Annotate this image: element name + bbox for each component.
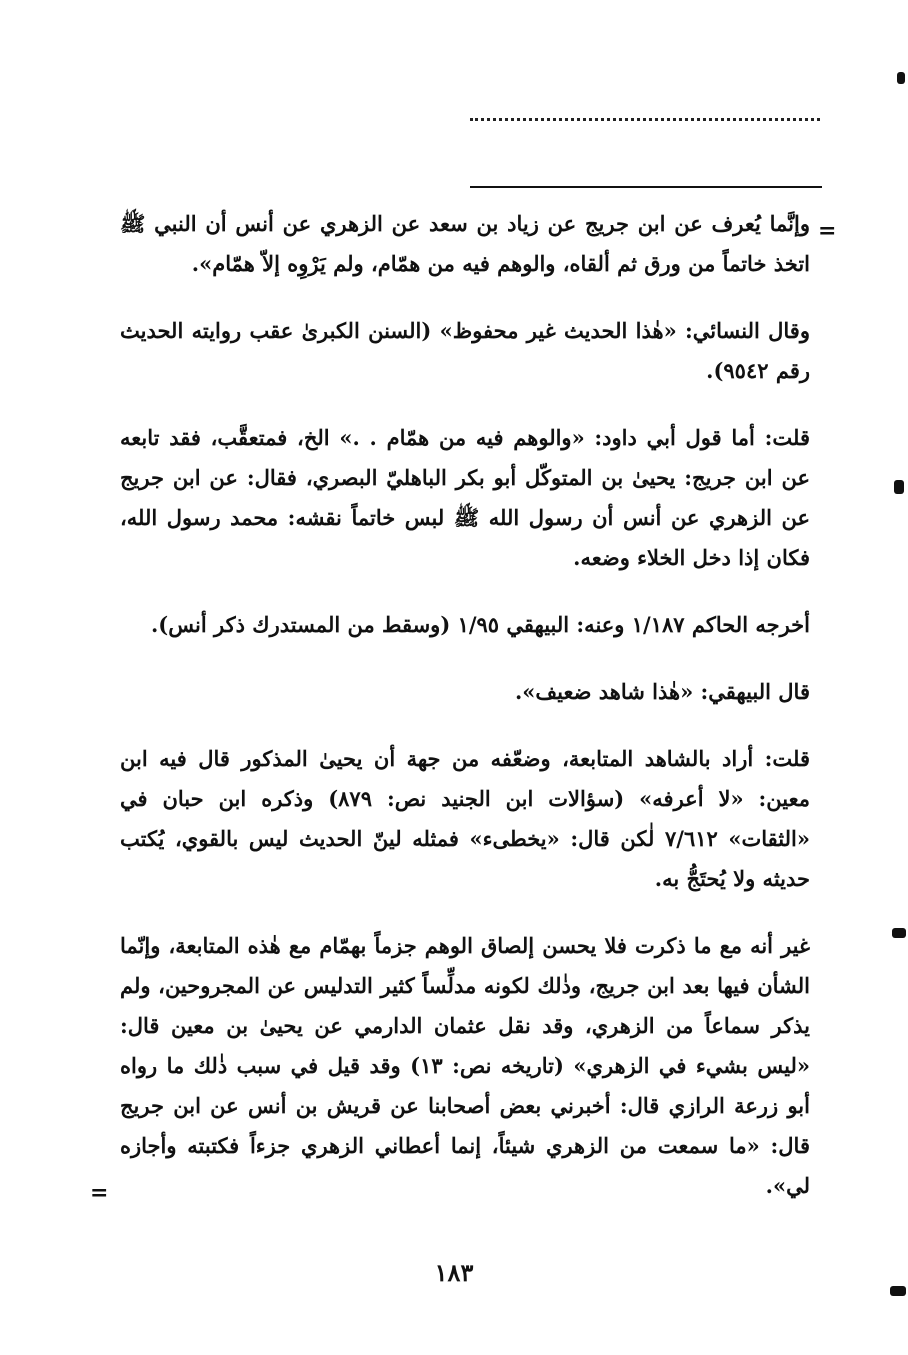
- scan-artifact: [892, 928, 906, 938]
- paragraph: قلت: أراد بالشاهد المتابعة، وضعّفه من جهة أن يحيىٰ المذكور قال فيه ابن معين: «لا أعرفه» (سؤالات ابن الجنيد نص: ٨٧٩) وذكره ابن حبان في «الثقات» ٧/٦١٢ لٰكن قال: «يخطىء» فمثله لينّ الحديث ليس بالقوي، يُكتب حديثه ولا يُحتَجُّ به.: [120, 746, 811, 891]
- paragraph: قال البيهقي: «هٰذا شاهد ضعيف».: [514, 679, 810, 704]
- paragraph: قلت: أما قول أبي داود: «والوهم فيه من همّام . .» الخ، فمتعقَّب، فقد تابعه عن ابن جريج: يحيىٰ بن المتوكّل أبو بكر الباهليّ البصري، فقال: عن ابن جريج عن الزهري عن أنس أن رسول الله ﷺ لبس خاتماً نقشه: محمد رسول الله، فكان إذا دخل الخلاء وضعه.: [120, 425, 810, 570]
- paragraph: غير أنه مع ما ذكرت فلا يحسن إلصاق الوهم جزماً بهمّام مع هٰذه المتابعة، وإنّما الشأن فيها بعد ابن جريج، وذٰلك لكونه مدلِّساً كثير التدليس عن المجروحين، ولم يذكر سماعاً من الزهري، وقد نقل عثمان الدارمي عن يحيىٰ بن معين قال: «ليس بشيء في الزهري» (تاريخه نص: ١٣) وقد قيل في سبب ذٰلك ما رواه أبو زرعة الرازي قال: أخبرني بعض أصحابنا عن قريش بن أنس عن ابن جريج قال: «ما سمعت من الزهري شيئاً، إنما أعطاني الزهري جزءاً فكتبته وأجازه لي».: [120, 933, 810, 1198]
- footnote-separator-rule: [470, 186, 822, 188]
- paragraph: وإنَّما يُعرف عن ابن جريج عن زياد بن سعد عن الزهري عن أنس أن النبي ﷺ اتخذ خاتماً من ورق ثم ألقاه، والوهم فيه من همّام، ولم يَرْوِه إلاّ همّام».: [120, 211, 810, 276]
- paragraph: أخرجه الحاكم ١/١٨٧ وعنه: البيهقي ١/٩٥ (وسقط من المستدرك ذكر أنس).: [151, 612, 810, 637]
- scan-artifact: [890, 1286, 906, 1296]
- scan-artifact: [894, 480, 904, 494]
- footnote-text: [120, 204, 810, 1206]
- scan-artifact: [897, 72, 905, 84]
- continuation-mark: =: [90, 1180, 109, 1206]
- dotted-separator: [470, 118, 820, 121]
- paragraph: وقال النسائي: «هٰذا الحديث غير محفوظ» (السنن الكبرىٰ عقب روايته الحديث رقم ٩٥٤٢).: [120, 318, 810, 383]
- continuation-mark: =: [818, 218, 837, 244]
- page-number: ١٨٣: [434, 1258, 474, 1287]
